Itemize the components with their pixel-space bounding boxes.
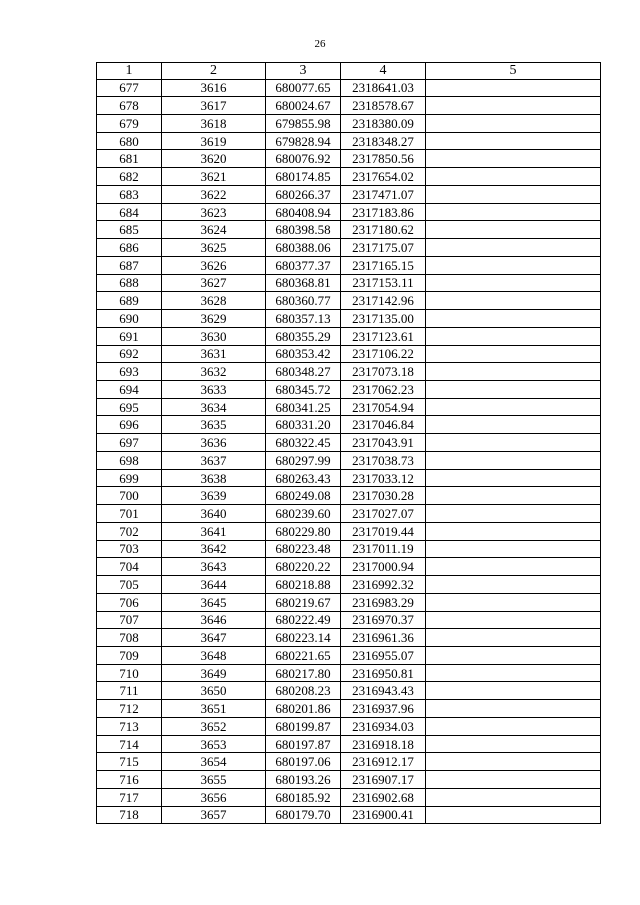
table-cell: 2317106.22 [341,345,426,363]
table-cell: 2317180.62 [341,221,426,239]
table-cell: 680197.87 [266,735,341,753]
table-cell: 3619 [162,132,266,150]
table-row [97,363,601,381]
table-cell: 2317027.07 [341,505,426,523]
table-cell: 703 [97,540,162,558]
table-row [97,327,601,345]
table-cell [426,310,601,328]
table-cell: 680388.06 [266,239,341,257]
table-cell: 2317123.61 [341,327,426,345]
table-body [97,79,601,824]
table-cell: 685 [97,221,162,239]
table-row [97,682,601,700]
table-cell: 682 [97,168,162,186]
table-cell: 680220.22 [266,558,341,576]
table-row [97,451,601,469]
table-cell [426,416,601,434]
table-row [97,771,601,789]
table-cell: 3647 [162,629,266,647]
table-cell: 3618 [162,114,266,132]
page-number: 26 [314,38,326,50]
column-header: 2 [162,63,266,80]
table-row [97,345,601,363]
table-cell: 678 [97,97,162,115]
table-cell: 697 [97,434,162,452]
table-cell: 680179.70 [266,806,341,824]
coordinates-table [96,62,601,824]
table-cell: 680223.14 [266,629,341,647]
table-row [97,256,601,274]
table-cell: 680208.23 [266,682,341,700]
table-cell [426,576,601,594]
table-row [97,416,601,434]
table-cell [426,221,601,239]
table-cell: 680408.94 [266,203,341,221]
table-cell: 680322.45 [266,434,341,452]
table-cell: 2317062.23 [341,380,426,398]
table-cell: 2317654.02 [341,168,426,186]
table-row [97,114,601,132]
table-cell: 704 [97,558,162,576]
table-cell: 3653 [162,735,266,753]
table-cell [426,363,601,381]
table-cell [426,788,601,806]
table-cell: 680218.88 [266,576,341,594]
table-cell [426,487,601,505]
table-cell: 680077.65 [266,79,341,97]
table-row [97,505,601,523]
table-cell: 680377.37 [266,256,341,274]
table-row [97,185,601,203]
table-cell: 2317019.44 [341,522,426,540]
table-cell: 718 [97,806,162,824]
table-cell: 3645 [162,593,266,611]
table-cell: 2316900.41 [341,806,426,824]
table-cell [426,505,601,523]
table-cell: 2316955.07 [341,647,426,665]
table-cell [426,274,601,292]
table-cell [426,522,601,540]
table-cell: 2317046.84 [341,416,426,434]
table-cell: 2316918.18 [341,735,426,753]
table-cell [426,132,601,150]
table-cell: 2316970.37 [341,611,426,629]
table-cell: 2317175.07 [341,239,426,257]
table-cell: 2316992.32 [341,576,426,594]
table-row [97,380,601,398]
table-cell: 3628 [162,292,266,310]
table-cell [426,327,601,345]
table-row [97,434,601,452]
table-row [97,753,601,771]
table-cell [426,682,601,700]
table-cell: 680219.67 [266,593,341,611]
table-cell: 680239.60 [266,505,341,523]
table-cell [426,735,601,753]
table-cell: 679 [97,114,162,132]
table-row [97,310,601,328]
table-cell: 680297.99 [266,451,341,469]
table-cell: 3656 [162,788,266,806]
table-cell: 690 [97,310,162,328]
table-cell: 2316950.81 [341,664,426,682]
table-row [97,540,601,558]
table-cell: 3632 [162,363,266,381]
table-cell: 3657 [162,806,266,824]
table-cell: 2316907.17 [341,771,426,789]
table-cell: 3631 [162,345,266,363]
table-cell [426,256,601,274]
table-cell: 3638 [162,469,266,487]
table-cell: 680 [97,132,162,150]
table-cell [426,753,601,771]
table-row [97,469,601,487]
table-cell: 686 [97,239,162,257]
table-cell: 680221.65 [266,647,341,665]
table-cell: 694 [97,380,162,398]
table-cell: 680185.92 [266,788,341,806]
table-cell: 3654 [162,753,266,771]
table-cell: 3633 [162,380,266,398]
table-cell: 2316934.03 [341,717,426,735]
table-cell [426,97,601,115]
table-cell: 3625 [162,239,266,257]
table-cell [426,380,601,398]
table-cell: 680193.26 [266,771,341,789]
table-cell: 680217.80 [266,664,341,682]
table-cell: 3630 [162,327,266,345]
table-cell: 680341.25 [266,398,341,416]
table-row [97,735,601,753]
table-cell [426,717,601,735]
table-cell: 714 [97,735,162,753]
table-cell: 2317054.94 [341,398,426,416]
table-cell [426,700,601,718]
table-cell: 680360.77 [266,292,341,310]
table-cell [426,451,601,469]
table-row [97,221,601,239]
table-cell: 3622 [162,185,266,203]
table-cell: 680355.29 [266,327,341,345]
table-cell: 2316902.68 [341,788,426,806]
table-cell: 3635 [162,416,266,434]
table-cell: 3643 [162,558,266,576]
table-row [97,647,601,665]
table-cell: 716 [97,771,162,789]
table-cell: 2317153.11 [341,274,426,292]
table-row [97,522,601,540]
table-cell: 713 [97,717,162,735]
table-row [97,700,601,718]
table-cell [426,647,601,665]
table-cell [426,345,601,363]
table-cell [426,629,601,647]
table-cell [426,292,601,310]
table-cell [426,398,601,416]
table-cell: 680266.37 [266,185,341,203]
table-cell: 683 [97,185,162,203]
table-cell: 2318641.03 [341,79,426,97]
table-row [97,576,601,594]
table-cell [426,150,601,168]
column-header: 4 [341,63,426,80]
table-header-row [97,63,601,80]
table-cell: 680201.86 [266,700,341,718]
table-cell: 3648 [162,647,266,665]
table-row [97,717,601,735]
table-cell: 680174.85 [266,168,341,186]
table-cell: 3649 [162,664,266,682]
table-row [97,132,601,150]
table-cell: 3641 [162,522,266,540]
table-cell: 2318348.27 [341,132,426,150]
table-row [97,629,601,647]
table-row [97,239,601,257]
table-cell: 680222.49 [266,611,341,629]
table-cell: 2317073.18 [341,363,426,381]
table-cell: 2317471.07 [341,185,426,203]
table-cell: 680331.20 [266,416,341,434]
table-cell: 3627 [162,274,266,292]
table-row [97,150,601,168]
table-cell: 711 [97,682,162,700]
table-row [97,398,601,416]
table-cell: 3650 [162,682,266,700]
table-cell [426,79,601,97]
table-cell: 709 [97,647,162,665]
table-cell: 2317033.12 [341,469,426,487]
table-cell: 2316943.43 [341,682,426,700]
table-cell [426,239,601,257]
table-cell: 705 [97,576,162,594]
table-cell: 3652 [162,717,266,735]
table-cell: 3637 [162,451,266,469]
table-cell [426,185,601,203]
table-cell [426,558,601,576]
table-cell: 681 [97,150,162,168]
table-row [97,664,601,682]
table-row [97,274,601,292]
table-cell [426,806,601,824]
table-cell: 687 [97,256,162,274]
table-cell: 708 [97,629,162,647]
table-cell: 2317038.73 [341,451,426,469]
table-cell: 680357.13 [266,310,341,328]
table-cell: 680348.27 [266,363,341,381]
table-cell: 699 [97,469,162,487]
table-cell: 2317011.19 [341,540,426,558]
table-cell: 3629 [162,310,266,328]
table-cell: 3636 [162,434,266,452]
table-cell: 680263.43 [266,469,341,487]
table-cell: 3642 [162,540,266,558]
table-cell: 2316912.17 [341,753,426,771]
table-cell: 688 [97,274,162,292]
table-cell: 712 [97,700,162,718]
table-cell [426,203,601,221]
table-cell: 696 [97,416,162,434]
table-cell: 3634 [162,398,266,416]
table-cell: 3623 [162,203,266,221]
table-cell: 2316937.96 [341,700,426,718]
table-cell: 715 [97,753,162,771]
table-cell: 2316983.29 [341,593,426,611]
table-row [97,203,601,221]
table-cell: 680345.72 [266,380,341,398]
table-cell: 3620 [162,150,266,168]
table-row [97,558,601,576]
table-cell: 3621 [162,168,266,186]
table-cell: 2317043.91 [341,434,426,452]
table-cell: 680398.58 [266,221,341,239]
table-cell: 2317030.28 [341,487,426,505]
table-cell: 2317135.00 [341,310,426,328]
table-cell: 677 [97,79,162,97]
table-cell [426,540,601,558]
table-cell: 680353.42 [266,345,341,363]
table-row [97,487,601,505]
table-cell: 2317183.86 [341,203,426,221]
table-cell: 680199.87 [266,717,341,735]
table-cell: 3617 [162,97,266,115]
table-cell [426,168,601,186]
table-cell: 679855.98 [266,114,341,132]
table-cell: 3624 [162,221,266,239]
table-cell: 3651 [162,700,266,718]
table-cell: 689 [97,292,162,310]
table-cell: 2318380.09 [341,114,426,132]
table-cell: 706 [97,593,162,611]
table-row [97,79,601,97]
table-cell: 3655 [162,771,266,789]
column-header: 1 [97,63,162,80]
table-cell: 3616 [162,79,266,97]
table-cell: 680197.06 [266,753,341,771]
table-cell: 710 [97,664,162,682]
table-cell: 3644 [162,576,266,594]
table-cell: 698 [97,451,162,469]
table-cell [426,664,601,682]
table-cell: 680229.80 [266,522,341,540]
table-row [97,168,601,186]
table-cell: 2317165.15 [341,256,426,274]
table-cell: 695 [97,398,162,416]
table-cell: 680368.81 [266,274,341,292]
table-cell: 700 [97,487,162,505]
table-cell: 2317142.96 [341,292,426,310]
table-cell: 2317850.56 [341,150,426,168]
table-row [97,97,601,115]
table-cell: 3639 [162,487,266,505]
table-cell: 701 [97,505,162,523]
table-cell [426,469,601,487]
table-row [97,806,601,824]
table-cell: 680249.08 [266,487,341,505]
column-header: 3 [266,63,341,80]
table-cell: 2316961.36 [341,629,426,647]
table-row [97,292,601,310]
table-row [97,611,601,629]
table-cell: 717 [97,788,162,806]
table-cell [426,771,601,789]
table-cell: 3646 [162,611,266,629]
table-row [97,788,601,806]
table-cell: 3626 [162,256,266,274]
table-cell [426,434,601,452]
table-cell: 680024.67 [266,97,341,115]
table-cell: 684 [97,203,162,221]
table-cell: 692 [97,345,162,363]
table-cell: 693 [97,363,162,381]
table-cell [426,611,601,629]
table-cell: 679828.94 [266,132,341,150]
table-cell: 680223.48 [266,540,341,558]
table-cell: 2317000.94 [341,558,426,576]
table-cell: 691 [97,327,162,345]
column-header: 5 [426,63,601,80]
table-cell: 680076.92 [266,150,341,168]
table-cell: 707 [97,611,162,629]
table-cell: 2318578.67 [341,97,426,115]
table-cell: 3640 [162,505,266,523]
table-cell: 702 [97,522,162,540]
table-cell [426,593,601,611]
table-row [97,593,601,611]
table-cell [426,114,601,132]
